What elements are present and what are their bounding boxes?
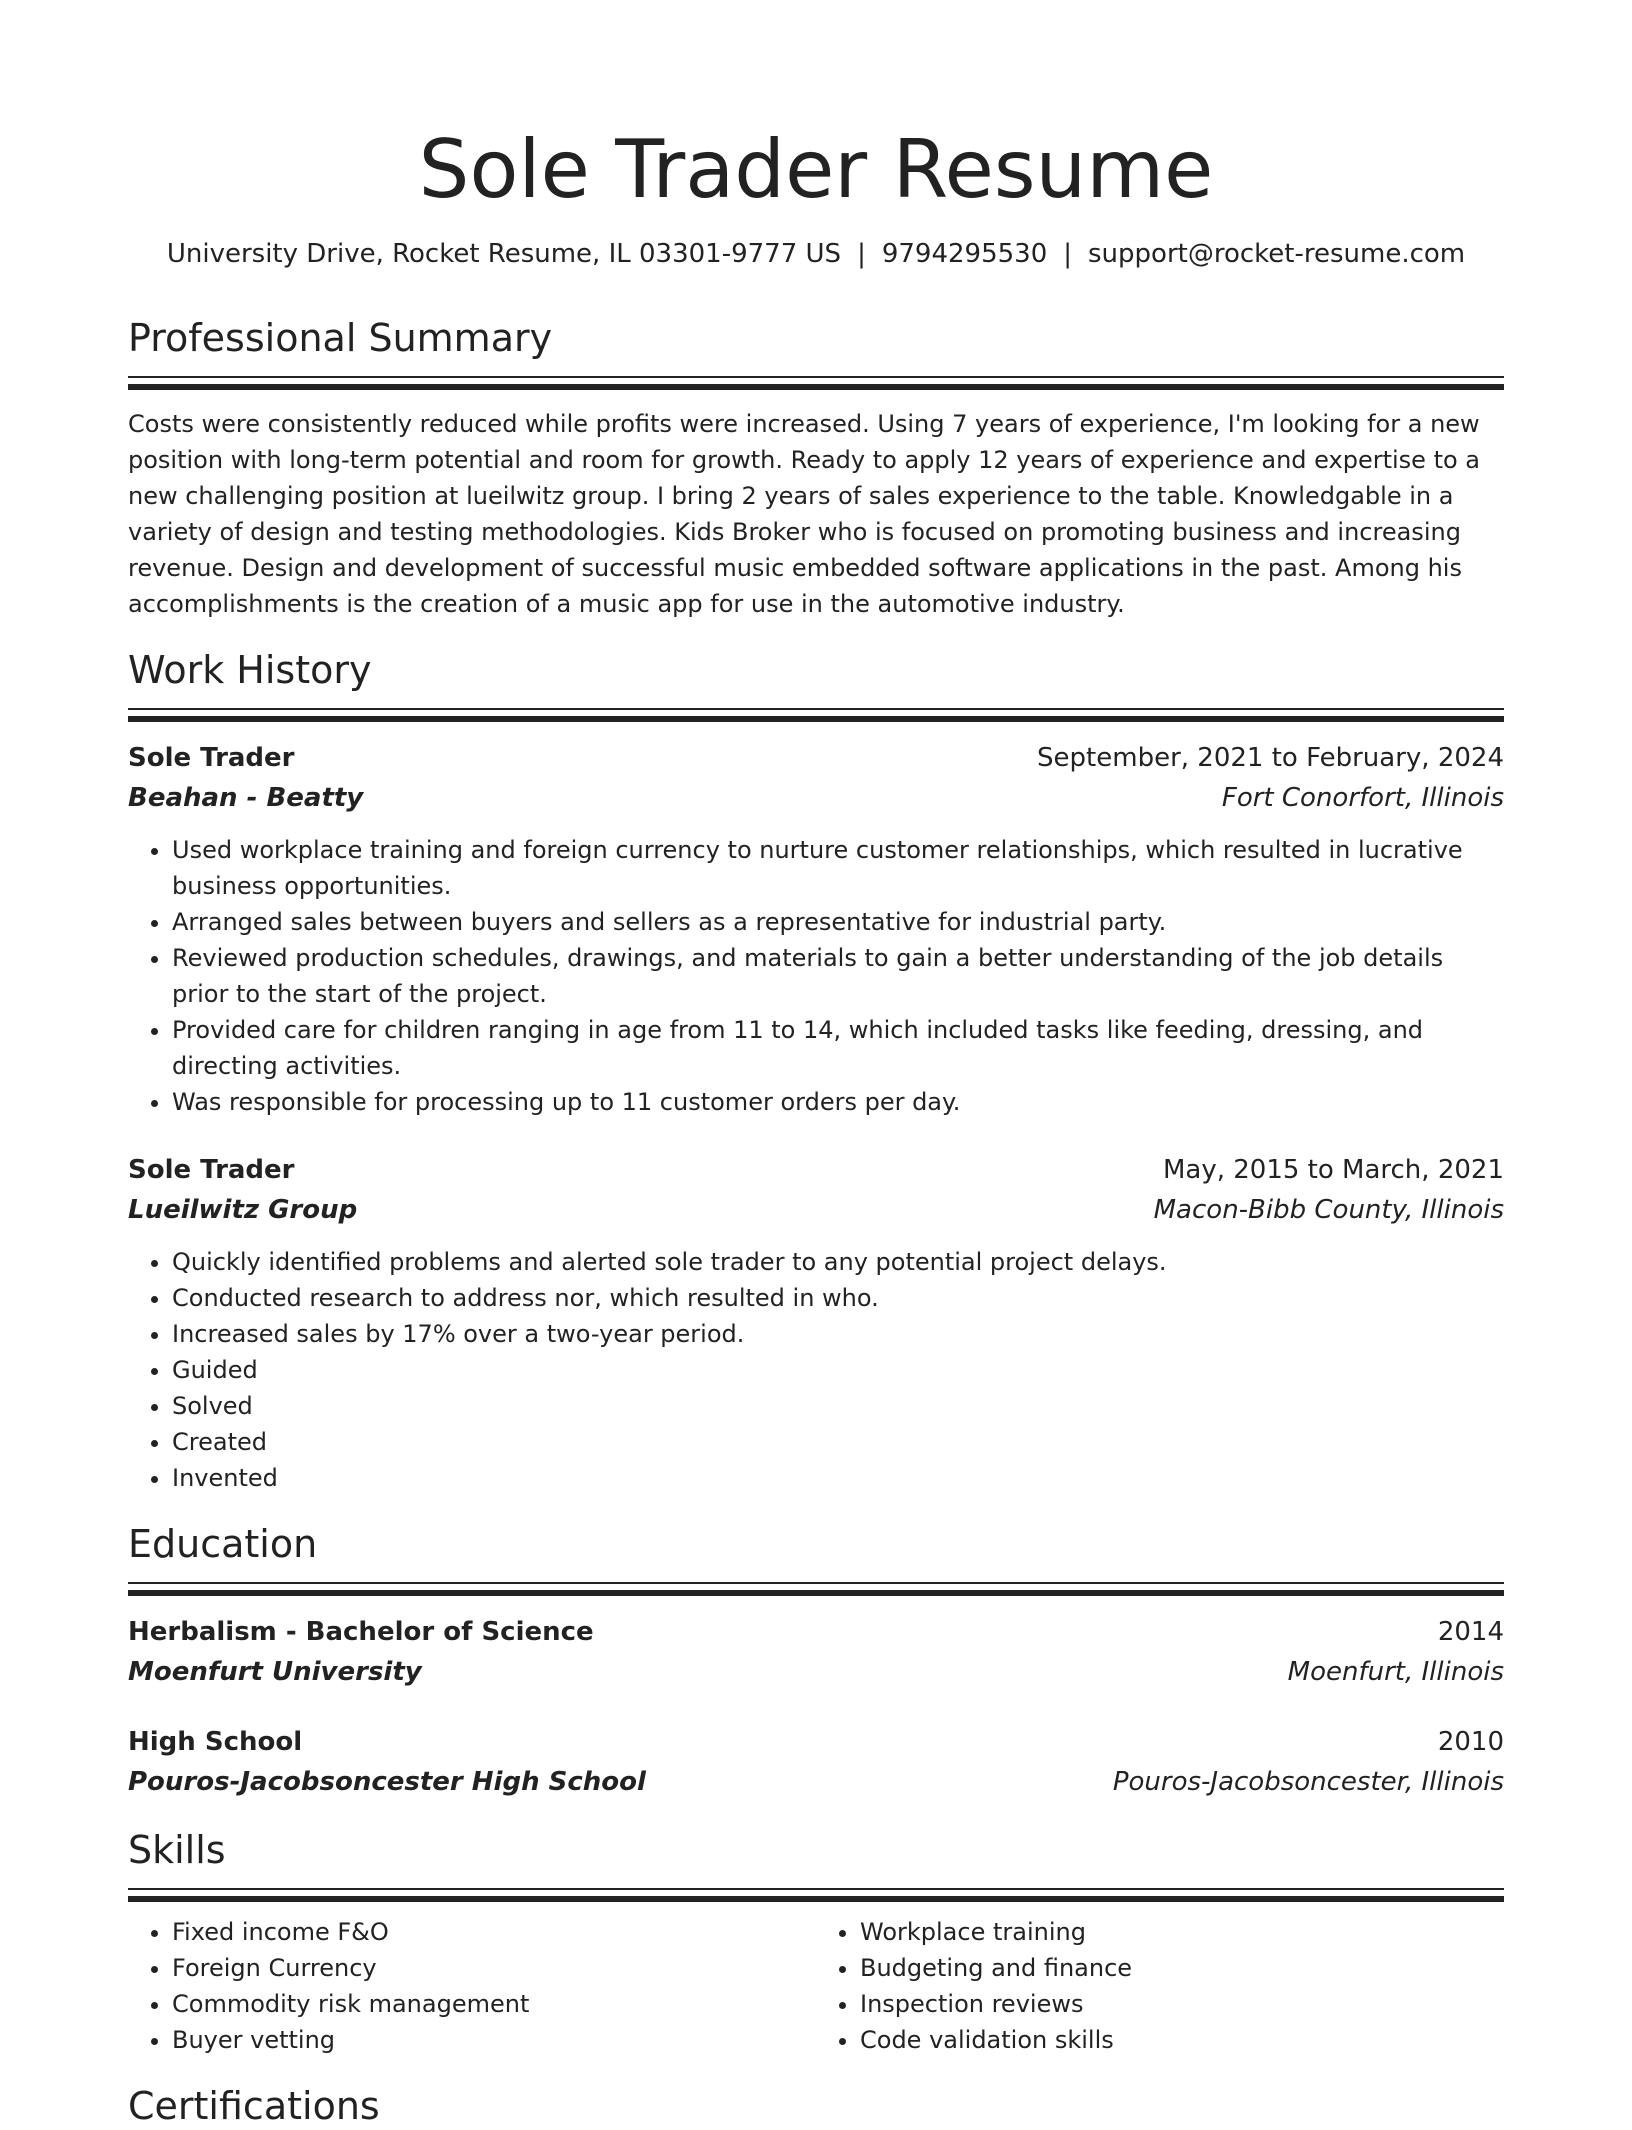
section-heading-education: Education xyxy=(128,1522,318,1566)
skill-item: • Buyer vetting xyxy=(172,2022,816,2058)
summary-text: Costs were consistently reduced while profits were increased. Using 7 years of experience, I'm looking for a new position with long-term potential and room for growth. Ready to apply 12 years of experience and expertise to a new challenging position at lueilwitz group. I bring 2 years of sales experience to the table. Knowledgable in a variety of design and testing methodologies. Kids Broker who is focused on promoting business and increasing revenue. Design and development of successful music embedded software applications in the past. Among his accomplishments is the creation of a music app for use in the automotive industry. xyxy=(128,410,1480,618)
contact-line xyxy=(128,236,1504,272)
education-header xyxy=(128,1612,1504,1652)
skill-item: • Fixed income F&O xyxy=(172,1914,816,1950)
summary-section xyxy=(128,314,1504,622)
contact-separator: | xyxy=(1063,239,1073,269)
list-item: • Guided xyxy=(172,1352,1504,1388)
section-heading-summary: Professional Summary xyxy=(128,316,553,360)
school-location: Moenfurt, Illinois xyxy=(1287,1657,1504,1687)
resume-title: Sole Trader Resume xyxy=(418,123,1214,216)
contact-phone: 9794295530 xyxy=(881,239,1048,269)
job-company: Lueilwitz Group xyxy=(128,1195,358,1225)
list-item: • Invented xyxy=(172,1460,1504,1496)
job-company: Beahan - Beatty xyxy=(128,783,364,813)
skill-item: • Foreign Currency xyxy=(172,1950,816,1986)
work-history-section xyxy=(128,646,1504,1496)
job-title: Sole Trader xyxy=(128,1155,295,1185)
list-item: • Was responsible for processing up to 11 customer orders per day. xyxy=(172,1084,1504,1120)
skills-list-left xyxy=(128,1914,816,2058)
education-subheader xyxy=(128,1652,1504,1692)
degree-title: High School xyxy=(128,1727,303,1757)
list-item: • Reviewed production schedules, drawings, and materials to gain a better understanding of the job details prior to the start of the project. xyxy=(172,940,1504,1012)
job-header xyxy=(128,738,1504,778)
list-item: • Quickly identified problems and alerted sole trader to any potential project delays. xyxy=(172,1244,1504,1280)
contact-separator: | xyxy=(857,239,866,269)
skill-item: • Inspection reviews xyxy=(860,1986,1504,2022)
skill-item: • Code validation skills xyxy=(860,2022,1504,2058)
section-divider xyxy=(128,376,1504,390)
contact-email: support@rocket-resume.com xyxy=(1088,239,1466,269)
list-item: • Conducted research to address nor, which resulted in who. xyxy=(172,1280,1504,1316)
job-entry xyxy=(128,738,1504,1120)
section-heading-certifications: Certifications xyxy=(128,2084,380,2128)
graduation-year: 2010 xyxy=(1437,1727,1504,1757)
list-item: • Used workplace training and foreign currency to nurture customer relationships, which resulted in lucrative business opportunities. xyxy=(172,832,1504,904)
job-location: Fort Conorfort, Illinois xyxy=(1221,783,1504,813)
section-divider xyxy=(128,708,1504,722)
section-divider xyxy=(128,1582,1504,1596)
job-location: Macon-Bibb County, Illinois xyxy=(1153,1195,1504,1225)
list-item: • Created xyxy=(172,1424,1504,1460)
job-dates: May, 2015 to March, 2021 xyxy=(1162,1155,1504,1185)
school-location: Pouros-Jacobsoncester, Illinois xyxy=(1112,1767,1504,1797)
skills-columns xyxy=(128,1914,1504,2058)
list-item: • Increased sales by 17% over a two-year period. xyxy=(172,1316,1504,1352)
degree-title: Herbalism - Bachelor of Science xyxy=(128,1617,594,1647)
list-item: • Arranged sales between buyers and sellers as a representative for industrial party. xyxy=(172,904,1504,940)
education-subheader xyxy=(128,1762,1504,1802)
job-bullets xyxy=(128,832,1504,1120)
skills-list-right xyxy=(816,1914,1504,2058)
education-section xyxy=(128,1520,1504,1802)
section-heading-work-history: Work History xyxy=(128,648,372,692)
school-name: Pouros-Jacobsoncester High School xyxy=(128,1767,646,1797)
skills-section xyxy=(128,1826,1504,2058)
education-entry xyxy=(128,1722,1504,1802)
education-entry xyxy=(128,1612,1504,1692)
resume-page xyxy=(128,0,1504,2130)
list-item: • Provided care for children ranging in age from 11 to 14, which included tasks like feeding, dressing, and directing activities. xyxy=(172,1012,1504,1084)
school-name: Moenfurt University xyxy=(128,1657,422,1687)
list-item: • Solved xyxy=(172,1388,1504,1424)
skill-item: • Commodity risk management xyxy=(172,1986,816,2022)
job-bullets xyxy=(128,1244,1504,1496)
job-header xyxy=(128,1150,1504,1190)
skill-item: • Budgeting and finance xyxy=(860,1950,1504,1986)
job-subheader xyxy=(128,1190,1504,1230)
job-entry xyxy=(128,1150,1504,1496)
job-title: Sole Trader xyxy=(128,743,295,773)
skill-item: • Workplace training xyxy=(860,1914,1504,1950)
section-divider xyxy=(128,1888,1504,1902)
job-subheader xyxy=(128,778,1504,818)
contact-address: University Drive, Rocket Resume, IL 03301-9777 US xyxy=(166,239,842,269)
section-heading-skills: Skills xyxy=(128,1828,226,1872)
education-header xyxy=(128,1722,1504,1762)
graduation-year: 2014 xyxy=(1437,1617,1504,1647)
job-dates: September, 2021 to February, 2024 xyxy=(1037,743,1504,773)
certifications-section xyxy=(128,2082,1504,2130)
